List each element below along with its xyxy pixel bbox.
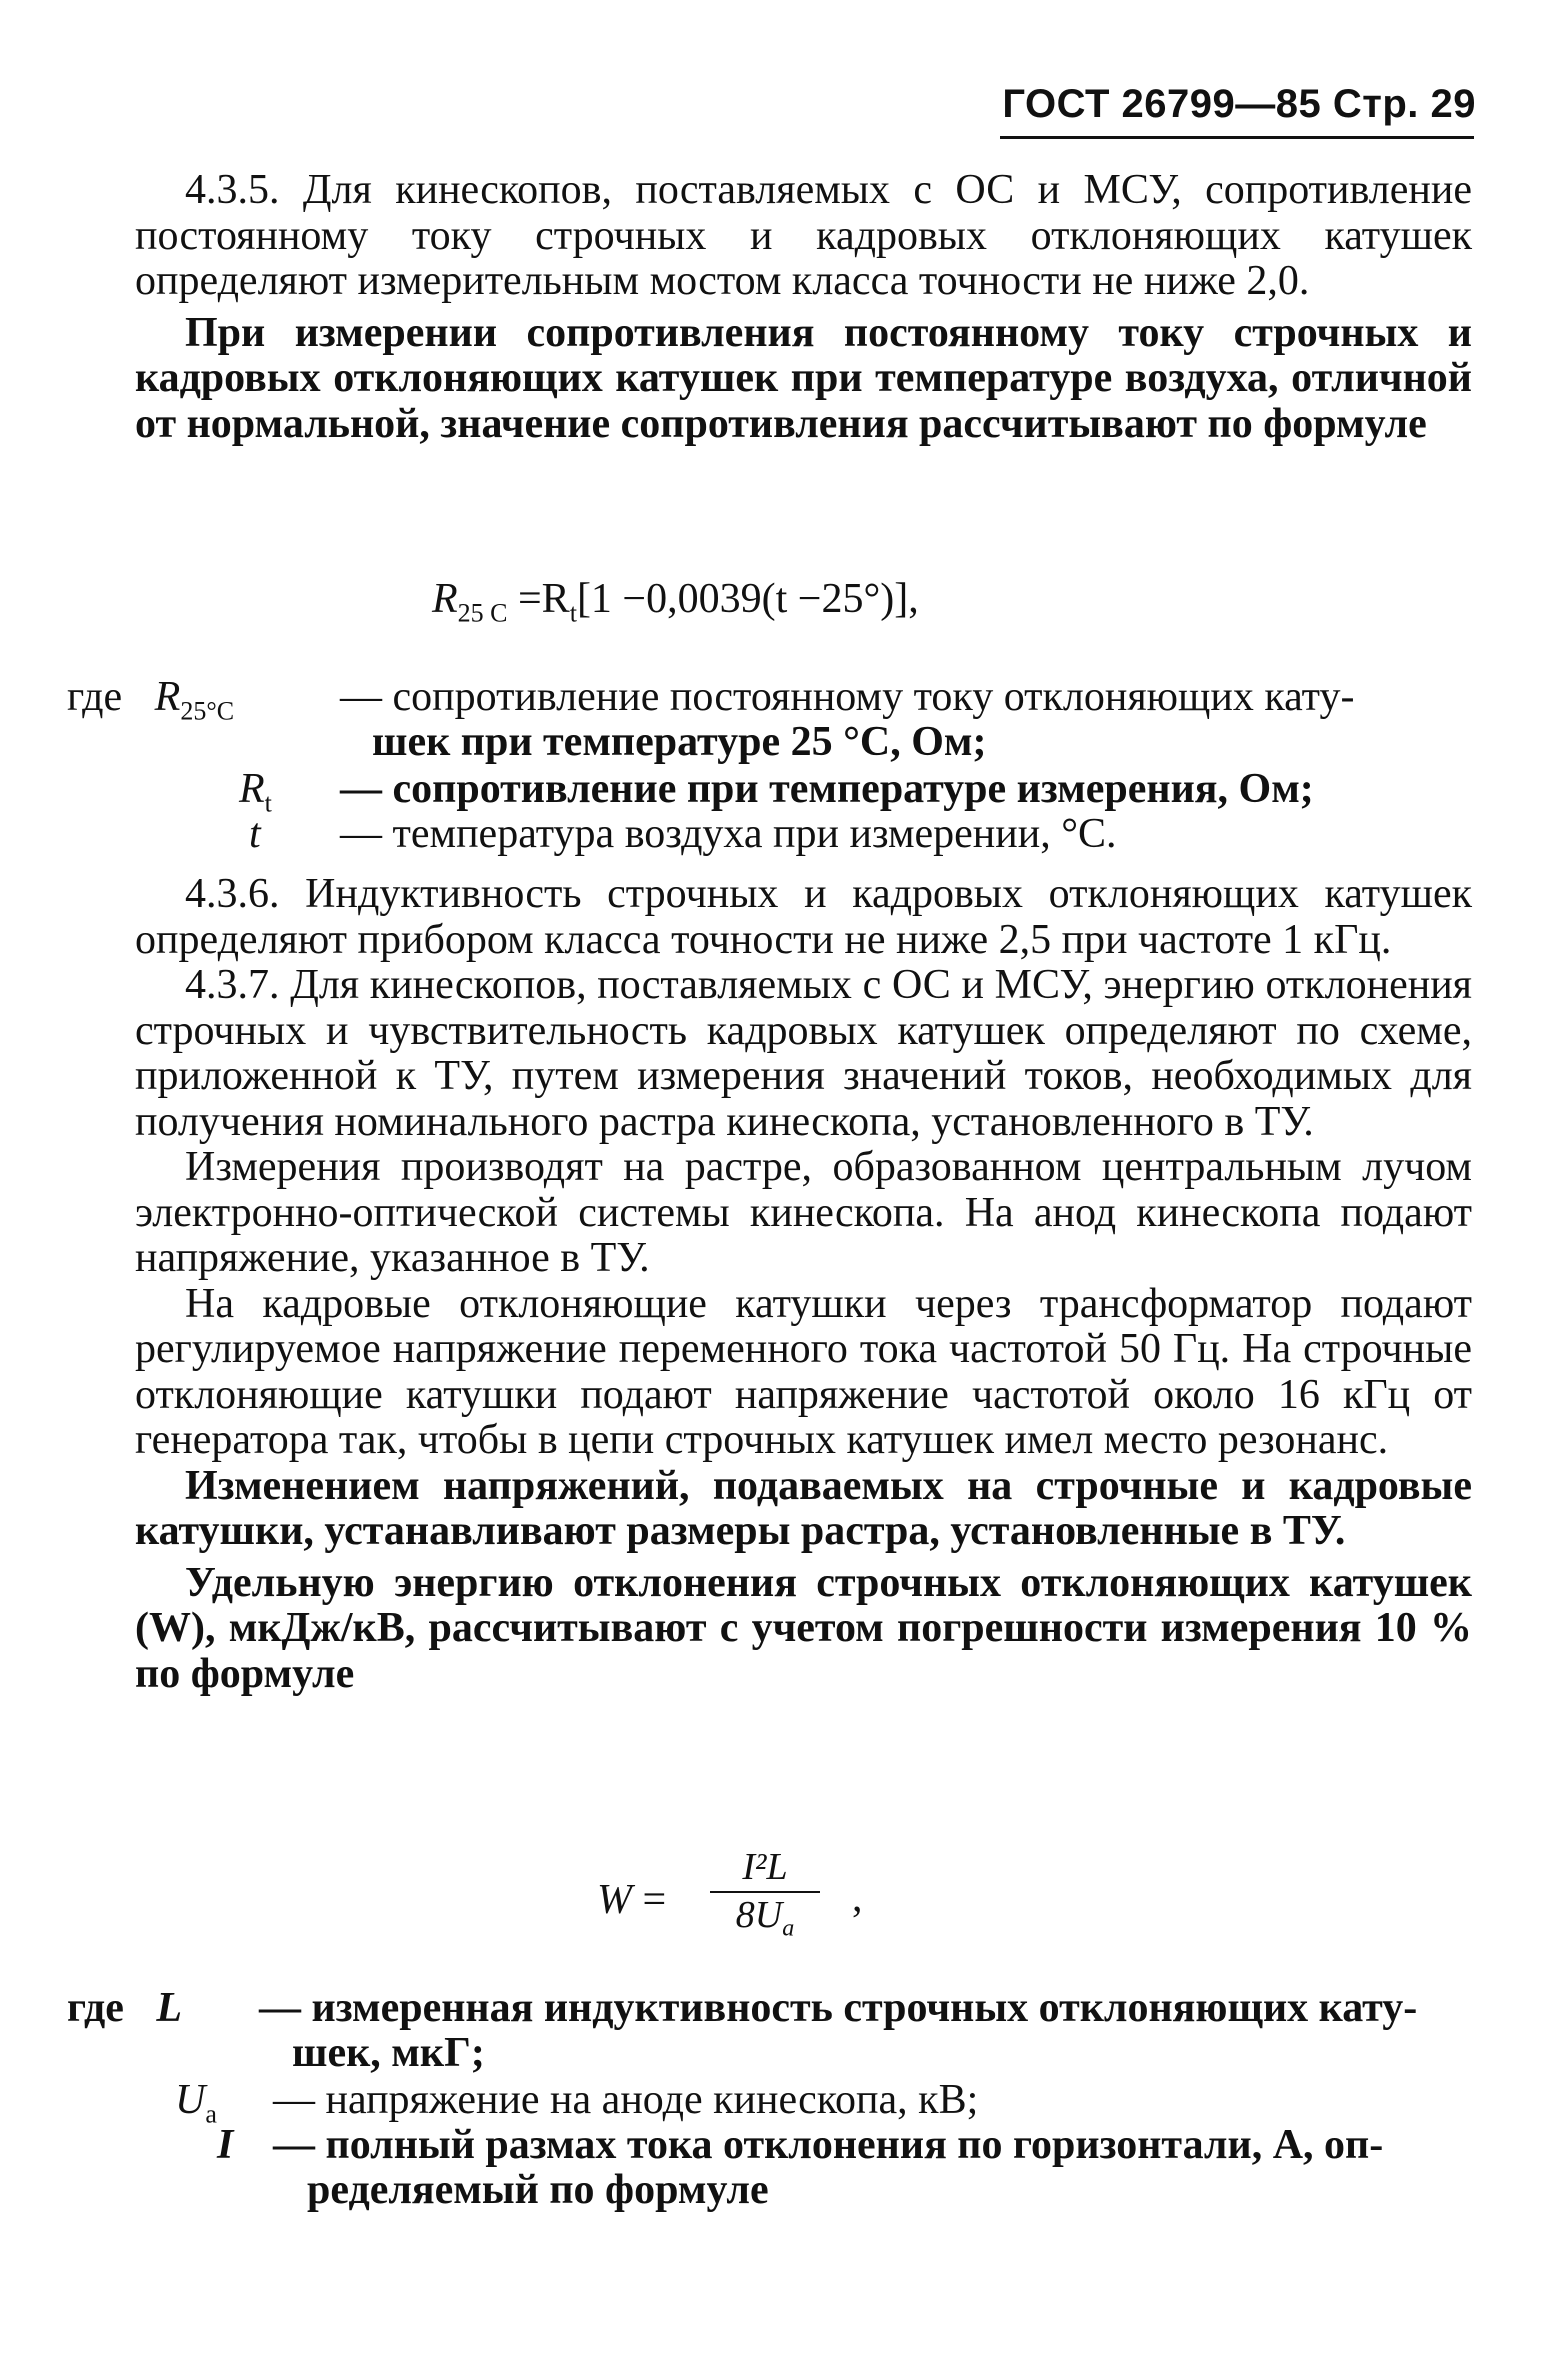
- paragraph: При измерении сопротивления постоянному току строчных и кадровых отклоняющих катушек при температуре воздуха, отличной от нормальной, значение сопротивления рассчитывают по формуле: [135, 309, 1472, 447]
- paragraph: Измерения производят на растре, образованном центральным лучом электронно-оптической системы кинескопа. На анод кинескопа подают напряжение, указанное в ТУ.: [135, 1144, 1472, 1281]
- paragraph: Изменением напряжений, подаваемых на строчные и кадровые катушки, устанавливают размеры растра, установленные в ТУ.: [135, 1462, 1472, 1554]
- page-header: ГОСТ 26799—85 Стр. 29: [1002, 82, 1476, 126]
- paragraph: Удельную энергию отклонения строчных отклоняющих катушек (W), мкДж/кВ, рассчитывают с учетом погрешности измерения 10 % по формуле: [135, 1559, 1472, 1697]
- paragraph: 4.3.6. Индуктивность строчных и кадровых отклоняющих катушек определяют прибором класса точности не ниже 2,5 при частоте 1 кГц.: [135, 871, 1472, 963]
- formula-resistance: $R_{25 С} =R_t[1 -0,0039(t -25^\circ)]$,: [432, 576, 919, 628]
- definitions-2: где L — измеренная индуктивность строчных отклоняющих кату- шек, мкГ; $U_a$ — напряжение на аноде кинескопа, кВ; I — полный размах тока отклонения по горизонтали, А, оп- ределяемый по формуле: [67, 1985, 1418, 2213]
- paragraph: 4.3.5. Для кинескопов, поставляемых с ОС и МСУ, сопротивление постоянному току строчных и кадровых отклоняющих катушек определяют измерительным мостом класса точности не ниже 2,0.: [135, 167, 1472, 304]
- paragraph: 4.3.7. Для кинескопов, поставляемых с ОС и МСУ, энергию отклонения строчных и чувствительность кадровых катушек определяют по схеме, приложенной к ТУ, путем измерения значений токов, необходимых для получения номинального растра кинескопа, установленного в ТУ.: [135, 962, 1472, 1145]
- section-4-3-6-7: [135, 872, 1472, 1697]
- header-rule: [1000, 136, 1474, 139]
- definitions-1: где $R_{25^\circ С}$ — сопротивление постоянному току отклоняющих кату- шек при температуре 25 °С, Ом; $R_t$ — сопротивление при температуре измерения, Ом; t — температура воздуха при измерении, °С.: [67, 674, 1355, 857]
- paragraph: На кадровые отклоняющие катушки через трансформатор подают регулируемое напряжение переменного тока частотой 50 Гц. На строчные отклоняющие катушки подают напряжение частотой около 16 кГц от генератора так, чтобы в цепи строчных катушек имел место резонанс.: [135, 1280, 1472, 1463]
- section-4-3-5: [135, 168, 1472, 447]
- document-page: ГОСТ 26799—85 Стр. 29 4.3.5. Для кинескопов, поставляемых с ОС и МСУ, сопротивление постоянному току строчных и кадровых отклоняющих катушек определяют измерительным мостом класса точности не ниже 2,0. При измерении сопротивления постоянному току строчных и кадровых отклоняющих катушек при температуре воздуха, отличной от нормальной, значение сопротивления рассчитывают по формуле $R_{25 С} =R_t[1 -0,0039(t -25^\circ)]$, где $R_{25^\circ С}$ — сопротивление постоянному току отклоняющих кату- шек при температуре 25 °С, Ом; $R_t$ — сопротивление при температуре измерения, Ом; t — температура воздуха при измерении, °С. 4.3.6. Индуктивность строчных и кадровых отклоняющих катушек определяют прибором класса точности не ниже 2,5 при частоте 1 кГц. 4.3.7. Для кинескопов, поставляемых с ОС и МСУ, энергию отклонения строчных и чувствительность кадровых катушек определяют по схеме, приложенной к ТУ, путем измерения значений токов, необходимых для получения номинального растра кинескопа, установленного в ТУ. Измерения производят на растре, образованном центральным лучом электронно-оптической системы кинескопа. На анод кинескопа подают напряжение, указанное в ТУ. На кадровые отклоняющие катушки через трансформатор подают регулируемое напряжение переменного тока частотой 50 Гц. На строчные отклоняющие катушки подают напряжение частотой около 16 кГц от генератора так, чтобы в цепи строчных катушек имел место резонанс. Изменением напряжений, подаваемых на строчные и кадровые катушки, устанавливают размеры растра, установленные в ТУ. Удельную энергию отклонения строчных отклоняющих катушек (W), мкДж/кВ, рассчитывают с учетом погрешности измерения 10 % по формуле W = I²L $8U_a$ , где L — измеренная индуктивность строчных отклоняющих кату- шек, мкГ; $U_a$ — напряжение на аноде кинескопа, кВ; I — полный размах тока отклонения по горизонтали, А, оп- ределяемый по формуле: [0, 0, 1565, 2362]
